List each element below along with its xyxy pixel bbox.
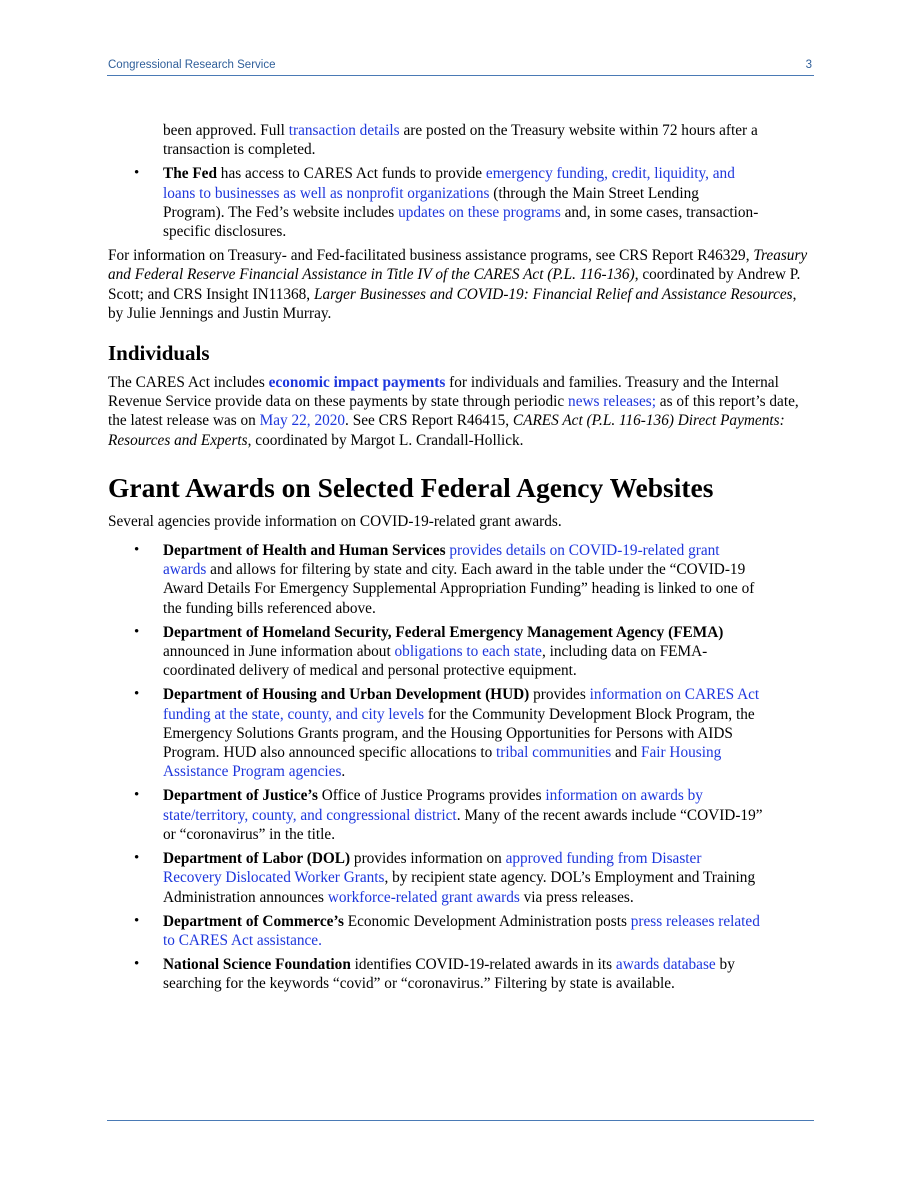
treasury-fed-list <box>108 121 814 241</box>
item-lead: The Fed <box>163 165 217 183</box>
link-economic-impact-payments[interactable]: economic impact payments <box>268 374 446 392</box>
text: been approved. Full <box>163 122 289 139</box>
text: announced in June information about <box>163 643 395 661</box>
link-workforce-grant-awards[interactable]: workforce-related grant awards <box>327 888 520 906</box>
text: and allows for filtering by state and city. Each award in the table under the “COVID-19 Award Details For Emergency Supplemental Appropriation Funding” heading is linked to one of the funding bills referenced above. <box>163 561 755 617</box>
page-number: 3 <box>805 59 812 71</box>
text: has access to CARES Act funds to provide <box>216 165 486 183</box>
text: are posted on the Treasury website within 72 hours after a transaction is completed. <box>163 122 758 159</box>
item-lead: Department of Labor (DOL) <box>163 850 351 868</box>
text: Office of Justice Programs provides <box>317 787 546 805</box>
link-emergency-funding[interactable]: emergency funding, credit, liquidity, and loans to businesses as well as nonprofit organizations <box>163 165 735 202</box>
item-lead: Department of Housing and Urban Development (HUD) <box>163 686 530 704</box>
header-org-name: Congressional Research Service <box>108 59 276 71</box>
list-item-dol <box>108 849 763 907</box>
list-item-continued <box>108 121 763 159</box>
text: , coordinated by Margot L. Crandall-Hollick. <box>247 431 524 449</box>
list-item-commerce <box>108 912 763 950</box>
text: . <box>341 763 346 781</box>
text: For information on Treasury- and Fed-facilitated business assistance programs, see CRS Report R46329, <box>108 247 754 265</box>
text: Economic Development Administration posts <box>343 912 631 930</box>
link-transaction-details[interactable]: transaction details <box>288 122 400 139</box>
report-title: CARES Act (P.L. 116-136) Direct Payments: Resources and Experts <box>108 412 785 449</box>
text: and <box>611 744 641 762</box>
paragraph-business-assistance <box>108 246 814 323</box>
list-item-fed <box>108 164 763 241</box>
item-lead: Department of Justice’s <box>163 787 318 805</box>
link-hud-funding-levels[interactable]: information on CARES Act funding at the state, county, and city levels <box>163 686 760 723</box>
list-item-hud <box>108 685 763 781</box>
list-item-fema <box>108 623 763 681</box>
agency-list <box>108 541 814 993</box>
link-fair-housing-agencies[interactable]: Fair Housing Assistance Program agencies <box>163 744 722 781</box>
text: and, in some cases, transaction-specific disclosures. <box>163 203 759 241</box>
text: for individuals and families. Treasury and the Internal Revenue Service provide data on these payments by state through periodic <box>108 374 779 411</box>
link-commerce-press-releases[interactable]: press releases related to CARES Act assistance. <box>163 912 760 949</box>
text: by searching for the keywords “covid” or “coronavirus.” Filtering by state is available. <box>163 956 735 993</box>
link-tribal-communities[interactable]: tribal communities <box>496 744 612 762</box>
link-nsf-awards-database[interactable]: awards database <box>615 956 716 974</box>
report-title: Larger Businesses and COVID-19: Financial Relief and Assistance Resources <box>313 285 793 303</box>
text: , by Julie Jennings and Justin Murray. <box>108 285 797 322</box>
text: , coordinated by Andrew P. Scott; and CRS Insight IN11368, <box>108 266 801 303</box>
paragraph-individuals <box>108 373 814 450</box>
text: provides information on <box>350 850 506 868</box>
running-header <box>107 57 814 76</box>
footer-rule <box>107 1120 814 1121</box>
link-doj-awards[interactable]: information on awards by state/territory, county, and congressional district <box>163 787 703 824</box>
heading-individuals: Individuals <box>108 341 210 366</box>
text: via press releases. <box>519 888 634 906</box>
list-item-doj <box>108 786 763 844</box>
list-item-hhs <box>108 541 763 618</box>
link-dol-disaster-grants[interactable]: approved funding from Disaster Recovery Dislocated Worker Grants <box>163 850 702 887</box>
link-updates-programs[interactable]: updates on these programs <box>398 203 561 221</box>
text: for the Community Development Block Program, the Emergency Solutions Grants program, and the Housing Opportunities for Persons with AIDS Program. HUD also announced specific allocations to <box>163 705 755 762</box>
item-lead: Department of Health and Human Services <box>163 542 446 560</box>
text: . Many of the recent awards include “COVID-19” or “coronavirus” in the title. <box>163 806 763 843</box>
item-lead: Department of Homeland Security, Federal Emergency Management Agency (FEMA) <box>163 623 724 641</box>
text: , by recipient state agency. DOL’s Employment and Training Administration announces <box>163 869 756 906</box>
text: The CARES Act includes <box>108 374 269 392</box>
text: . See CRS Report R46415, <box>345 412 513 430</box>
text: , including data on FEMA-coordinated delivery of medical and personal protective equipment. <box>163 643 708 680</box>
heading-grant-awards: Grant Awards on Selected Federal Agency Websites <box>108 471 714 503</box>
text: as of this report’s date, the latest release was on <box>108 393 799 430</box>
text: (through the Main Street Lending Program). The Fed’s website includes <box>163 184 699 221</box>
link-hhs-grant-awards[interactable]: provides details on COVID-19-related grant awards <box>163 542 720 579</box>
paragraph-grants-intro: Several agencies provide information on COVID-19-related grant awards. <box>108 512 562 530</box>
link-news-releases[interactable]: news releases; <box>568 393 656 411</box>
text: provides <box>529 686 590 704</box>
link-may-22-2020[interactable]: May 22, 2020 <box>259 412 346 430</box>
item-lead: National Science Foundation <box>163 956 351 974</box>
report-title: Treasury and Federal Reserve Financial Assistance in Title IV of the CARES Act (P.L. 116-136) <box>108 247 808 284</box>
link-fema-obligations[interactable]: obligations to each state <box>394 643 542 661</box>
item-lead: Department of Commerce’s <box>163 912 344 930</box>
text: identifies COVID-19-related awards in its <box>350 956 616 974</box>
page-body <box>108 121 814 999</box>
list-item-nsf <box>108 955 763 993</box>
